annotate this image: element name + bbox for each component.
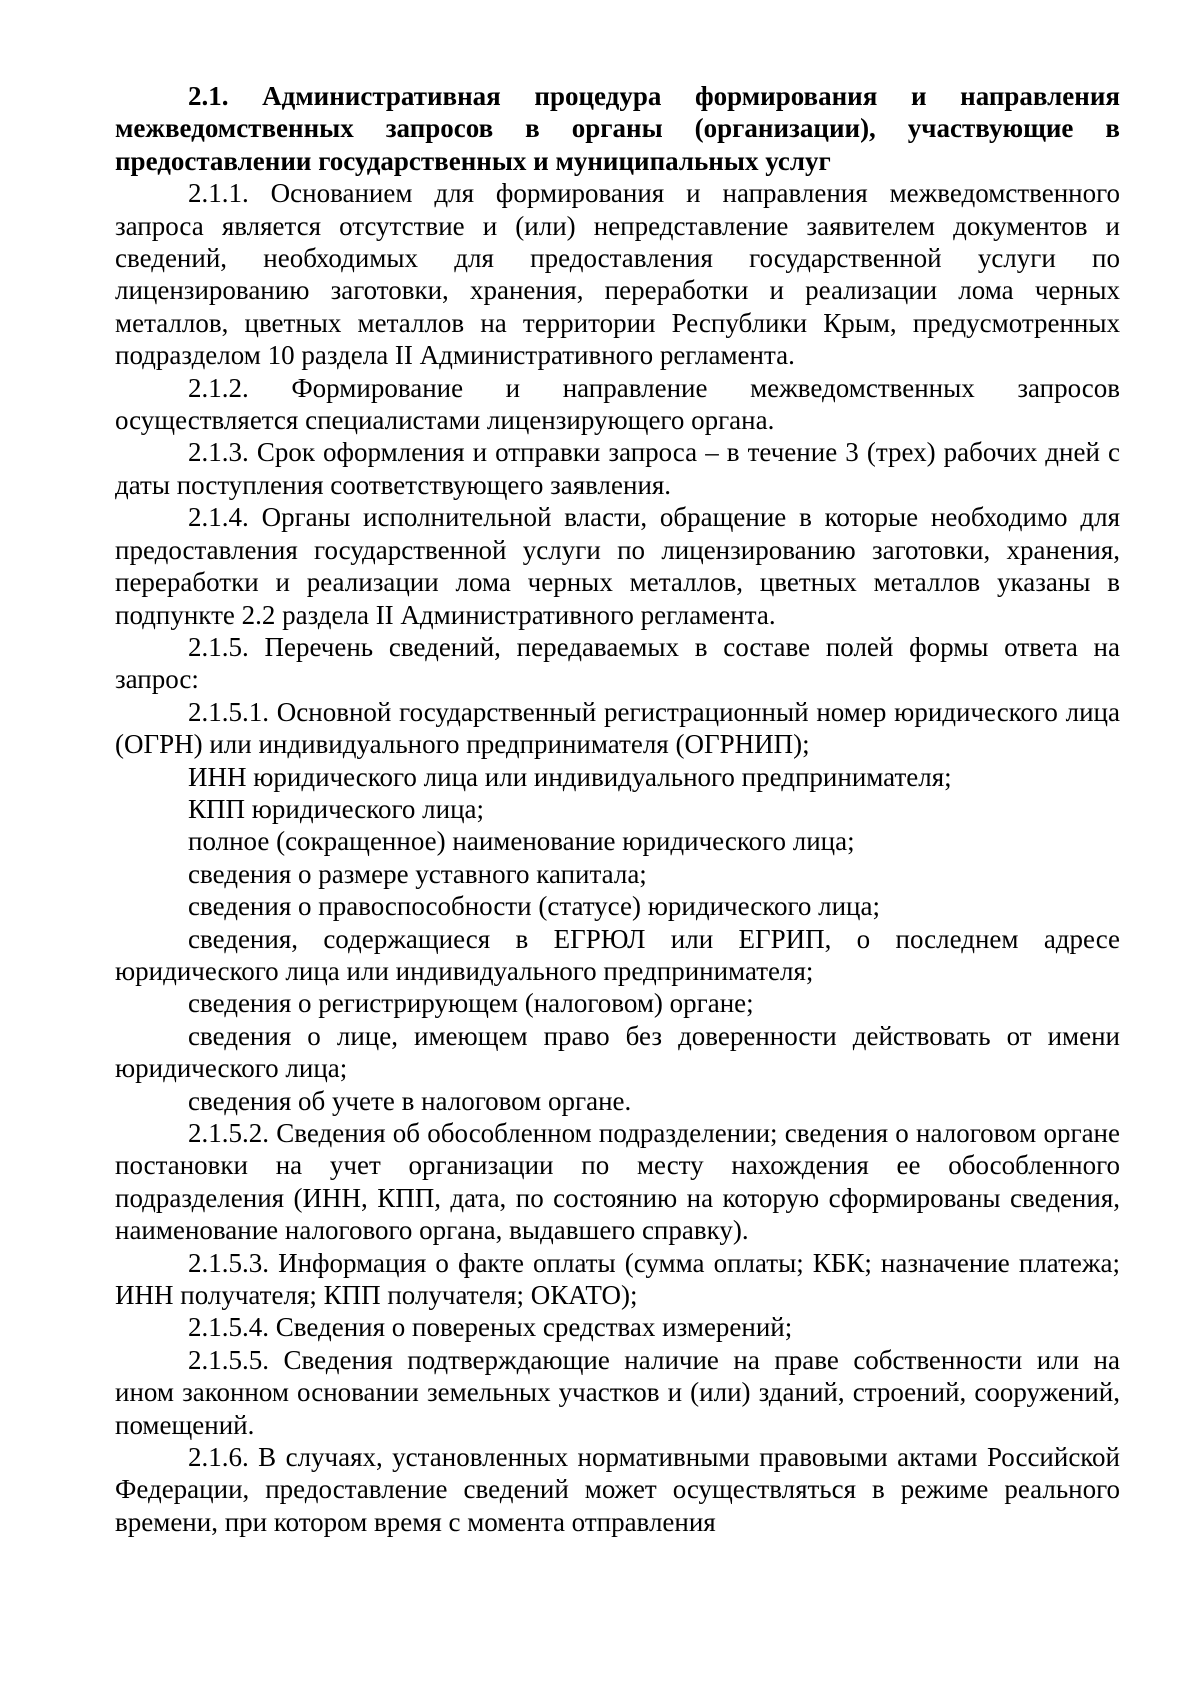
list-item-tax-record: сведения об учете в налоговом органе.	[188, 1085, 632, 1116]
list-item-name: полное (сокращенное) наименование юридического лица;	[188, 826, 855, 857]
paragraph-2-1-3: 2.1.3. Срок оформления и отправки запроса – в течение 3 (трех) рабочих дней с даты поступления соответствующего заявления.	[115, 437, 1120, 500]
list-item-address: сведения, содержащиеся в ЕГРЮЛ или ЕГРИП, о последнем адресе юридического лица или индивидуального предпринимателя;	[115, 923, 1120, 986]
list-item-inn: ИНН юридического лица или индивидуального предпринимателя;	[188, 761, 952, 792]
paragraph-2-1-5-5: 2.1.5.5. Сведения подтверждающие наличие на праве собственности или на ином законном основании земельных участков и (или) зданий, строений, сооружений, помещений.	[115, 1344, 1120, 1440]
paragraph-2-1-5-3: 2.1.5.3. Информация о факте оплаты (сумма оплаты; КБК; назначение платежа; ИНН получателя; КПП получателя; ОКАТО);	[115, 1247, 1120, 1311]
list-item-capital: сведения о размере уставного капитала;	[188, 858, 647, 889]
paragraph-2-1-5-1: 2.1.5.1. Основной государственный регистрационный номер юридического лица (ОГРН) или индивидуального предпринимателя (ОГРНИП);	[115, 696, 1120, 760]
paragraph-2-1-5-4: 2.1.5.4. Сведения о повереных средствах измерений;	[188, 1312, 793, 1343]
paragraph-2-1-5: 2.1.5. Перечень сведений, передаваемых в составе полей формы ответа на запрос:	[115, 631, 1120, 695]
list-item-status: сведения о правоспособности (статусе) юридического лица;	[188, 891, 880, 922]
paragraph-2-1-2: 2.1.2. Формирование и направление межведомственных запросов осуществляется специалистами лицензирующего органа.	[115, 372, 1120, 436]
paragraph-2-1-6: 2.1.6. В случаях, установленных нормативными правовыми актами Российской Федерации, предоставление сведений может осуществляться в режиме реального времени, при котором время с момента отправления	[115, 1442, 1120, 1537]
list-item-registrar: сведения о регистрирующем (налоговом) органе;	[188, 988, 754, 1019]
paragraph-2-1-5-2: 2.1.5.2. Сведения об обособленном подразделении; сведения о налоговом органе постановки на учет организации по месту нахождения ее обособленного подразделения (ИНН, КПП, дата, по состоянию на которую сформированы сведения, наименование налогового органа, выдавшего справку).	[115, 1118, 1120, 1246]
paragraph-2-1-1: 2.1.1. Основанием для формирования и направления межведомственного запроса является отсутствие и (или) непредставление заявителем документов и сведений, необходимых для предоставления государственной услуги по лицензированию заготовки, хранения, переработки и реализации лома черных металлов, цветных металлов на территории Республики Крым, предусмотренных подразделом 10 раздела II Административного регламента.	[115, 178, 1120, 371]
section-heading: 2.1. Административная процедура формирования и направления межведомственных запросов в органы (организации), участвующие в предоставлении государственных и муниципальных услуг	[115, 81, 1120, 176]
paragraph-2-1-4: 2.1.4. Органы исполнительной власти, обращение в которые необходимо для предоставления государственной услуги по лицензированию заготовки, хранения, переработки и реализации лома черных металлов, цветных металлов указаны в подпункте 2.2 раздела II Административного регламента.	[115, 502, 1120, 630]
list-item-kpp: КПП юридического лица;	[188, 793, 485, 824]
document-body	[115, 80, 1120, 1538]
list-item-representative: сведения о лице, имеющем право без доверенности действовать от имени юридического лица;	[115, 1020, 1120, 1084]
